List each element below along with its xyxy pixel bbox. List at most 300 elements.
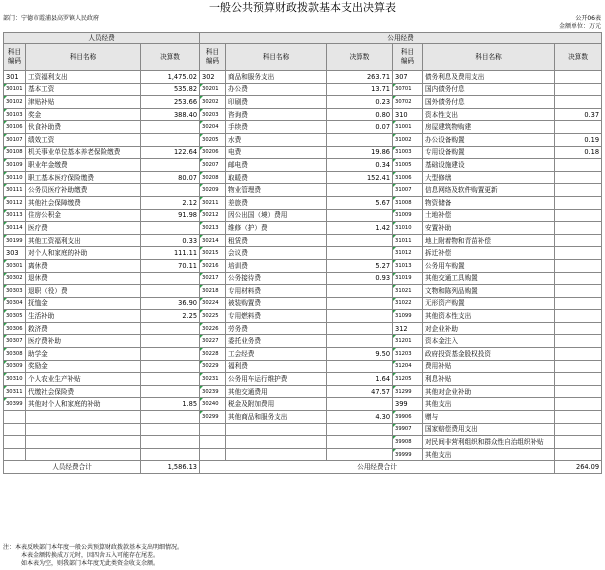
cell-amount xyxy=(141,436,200,449)
cell-name: 职工基本医疗保险缴费 xyxy=(26,171,141,184)
cell-amount xyxy=(141,348,200,361)
cell-amount xyxy=(141,121,200,134)
table-row xyxy=(4,222,602,235)
cell-code: 30304 xyxy=(4,297,26,310)
cell-name: 会议费 xyxy=(226,247,327,260)
cell-code: 30303 xyxy=(4,285,26,298)
cell-name: 代缴社会保险费 xyxy=(26,385,141,398)
col-header-code: 科目 编码 xyxy=(393,44,423,71)
cell-name: 电费 xyxy=(226,146,327,159)
cell-amount xyxy=(141,411,200,424)
cell-name: 退休费 xyxy=(26,272,141,285)
cell-amount: 0.93 xyxy=(327,272,393,285)
table-row xyxy=(4,259,602,272)
cell-name: 公务用车购置 xyxy=(423,259,555,272)
cell-amount: 0.23 xyxy=(327,96,393,109)
cell-name: 拆迁补偿 xyxy=(423,247,555,260)
cell-code: 30225 xyxy=(200,310,226,323)
cell-code: 30229 xyxy=(200,360,226,373)
cell-name: 住房公积金 xyxy=(26,209,141,222)
table-row xyxy=(4,184,602,197)
cell-code: 31003 xyxy=(393,146,423,159)
cell-amount xyxy=(555,285,602,298)
cell-name: 取暖费 xyxy=(226,171,327,184)
cell-code: 30106 xyxy=(4,121,26,134)
cell-amount xyxy=(141,222,200,235)
col-header-amount: 决算数 xyxy=(141,44,200,71)
cell-code: 30208 xyxy=(200,171,226,184)
cell-amount xyxy=(327,423,393,436)
cell-code: 30103 xyxy=(4,108,26,121)
cell-amount xyxy=(141,133,200,146)
table-row xyxy=(4,272,602,285)
footnote-line: 本表金额转换成万元时，因四舍五入可能存在尾差。 xyxy=(21,552,160,559)
cell-code: 30101 xyxy=(4,83,26,96)
cell-amount xyxy=(555,423,602,436)
cell-code: 31005 xyxy=(393,159,423,172)
cell-amount: 13.71 xyxy=(327,83,393,96)
cell-code: 30112 xyxy=(4,196,26,209)
cell-name: 因公出国（境）费用 xyxy=(226,209,327,222)
cell-name: 专用设备购置 xyxy=(423,146,555,159)
cell-amount: 91.98 xyxy=(141,209,200,222)
cell-name: 个人农业生产补贴 xyxy=(26,373,141,386)
cell-code: 30215 xyxy=(200,247,226,260)
cell-name: 安置补助 xyxy=(423,222,555,235)
cell-code: 30199 xyxy=(4,234,26,247)
cell-amount xyxy=(327,398,393,411)
cell-code: 30306 xyxy=(4,322,26,335)
cell-code: 30111 xyxy=(4,184,26,197)
public-total-value: 264.09 xyxy=(555,461,602,474)
col-header-name: 科目名称 xyxy=(423,44,555,71)
cell-amount: 1.85 xyxy=(141,398,200,411)
cell-amount xyxy=(141,373,200,386)
cell-name xyxy=(226,436,327,449)
col-header-code: 科目 编码 xyxy=(200,44,226,71)
cell-amount: 1,475.02 xyxy=(141,71,200,84)
table-row xyxy=(4,310,602,323)
cell-code: 30211 xyxy=(200,196,226,209)
cell-name xyxy=(226,448,327,461)
personnel-total-label: 人员经费合计 xyxy=(4,461,141,474)
cell-code: 39907 xyxy=(393,423,423,436)
col-header-code: 科目 编码 xyxy=(4,44,26,71)
cell-name: 医疗费 xyxy=(26,222,141,235)
cell-amount xyxy=(555,272,602,285)
cell-code: 31013 xyxy=(393,259,423,272)
cell-amount xyxy=(555,322,602,335)
cell-amount: 5.27 xyxy=(327,259,393,272)
cell-code: 30307 xyxy=(4,335,26,348)
cell-code: 30239 xyxy=(200,385,226,398)
cell-code: 30301 xyxy=(4,259,26,272)
cell-amount xyxy=(141,272,200,285)
cell-code: 31205 xyxy=(393,373,423,386)
cell-name: 抚恤金 xyxy=(26,297,141,310)
cell-code: 310 xyxy=(393,108,423,121)
cell-name xyxy=(26,448,141,461)
cell-name: 政府投资基金股权投资 xyxy=(423,348,555,361)
cell-name: 委托业务费 xyxy=(226,335,327,348)
table-row xyxy=(4,297,602,310)
cell-name: 工会经费 xyxy=(226,348,327,361)
cell-amount: 0.19 xyxy=(555,133,602,146)
cell-amount: 388.40 xyxy=(141,108,200,121)
cell-amount xyxy=(555,247,602,260)
cell-amount xyxy=(141,423,200,436)
cell-code: 30207 xyxy=(200,159,226,172)
cell-amount xyxy=(327,322,393,335)
cell-code: 31009 xyxy=(393,209,423,222)
cell-amount xyxy=(141,360,200,373)
cell-code: 30224 xyxy=(200,297,226,310)
cell-code: 30205 xyxy=(200,133,226,146)
cell-code: 399 xyxy=(393,398,423,411)
cell-name: 奖金 xyxy=(26,108,141,121)
cell-code: 30214 xyxy=(200,234,226,247)
cell-amount xyxy=(555,209,602,222)
cell-name: 助学金 xyxy=(26,348,141,361)
cell-name: 水费 xyxy=(226,133,327,146)
cell-code: 31201 xyxy=(393,335,423,348)
cell-name: 税金及附加费用 xyxy=(226,398,327,411)
col-header-amount: 决算数 xyxy=(555,44,602,71)
cell-code: 31299 xyxy=(393,385,423,398)
cell-name xyxy=(26,423,141,436)
cell-amount: 0.07 xyxy=(327,121,393,134)
unit-label: 公开06表 金额单位：万元 xyxy=(558,15,601,30)
cell-amount xyxy=(555,335,602,348)
cell-code: 39999 xyxy=(393,448,423,461)
cell-amount xyxy=(141,335,200,348)
cell-amount xyxy=(327,209,393,222)
cell-name: 无形资产购置 xyxy=(423,297,555,310)
cell-name: 赠与 xyxy=(423,411,555,424)
cell-name: 公务员医疗补助缴费 xyxy=(26,184,141,197)
cell-code: 31008 xyxy=(393,196,423,209)
col-header-name: 科目名称 xyxy=(26,44,141,71)
cell-amount xyxy=(555,373,602,386)
cell-name: 其他对企业补助 xyxy=(423,385,555,398)
cell-code: 31022 xyxy=(393,297,423,310)
cell-code: 31012 xyxy=(393,247,423,260)
cell-amount xyxy=(327,335,393,348)
cell-name: 物业管理费 xyxy=(226,184,327,197)
cell-amount xyxy=(141,322,200,335)
cell-name: 国家赔偿费用支出 xyxy=(423,423,555,436)
cell-amount xyxy=(327,360,393,373)
cell-code: 30203 xyxy=(200,108,226,121)
cell-code: 31099 xyxy=(393,310,423,323)
cell-amount: 0.33 xyxy=(141,234,200,247)
cell-name: 办公费 xyxy=(226,83,327,96)
cell-code: 30114 xyxy=(4,222,26,235)
cell-amount: 152.41 xyxy=(327,171,393,184)
cell-amount xyxy=(555,96,602,109)
cell-name: 离休费 xyxy=(26,259,141,272)
cell-amount: 0.37 xyxy=(555,108,602,121)
cell-amount xyxy=(555,310,602,323)
cell-code: 30311 xyxy=(4,385,26,398)
cell-code: 30108 xyxy=(4,146,26,159)
cell-amount: 1.64 xyxy=(327,373,393,386)
cell-name: 手续费 xyxy=(226,121,327,134)
cell-code: 30212 xyxy=(200,209,226,222)
cell-name: 职业年金缴费 xyxy=(26,159,141,172)
cell-code: 30310 xyxy=(4,373,26,386)
col-header-amount: 决算数 xyxy=(327,44,393,71)
cell-amount xyxy=(141,448,200,461)
cell-name: 被装购置费 xyxy=(226,297,327,310)
cell-code: 31007 xyxy=(393,184,423,197)
public-total-label: 公用经费合计 xyxy=(200,461,555,474)
section-personnel-header: 人员经费 xyxy=(4,33,200,44)
cell-code: 39908 xyxy=(393,436,423,449)
expenditure-table xyxy=(3,32,602,474)
cell-amount xyxy=(555,83,602,96)
cell-amount xyxy=(327,436,393,449)
table-row xyxy=(4,373,602,386)
cell-name: 租赁费 xyxy=(226,234,327,247)
department-label: 部门：宁德市霞浦县高罗镇人民政府 xyxy=(3,15,100,22)
cell-code: 31019 xyxy=(393,272,423,285)
page-title: 一般公共预算财政拨款基本支出决算表 xyxy=(209,1,396,14)
cell-name: 维修（护）费 xyxy=(226,222,327,235)
cell-code xyxy=(200,448,226,461)
cell-name: 医疗费补助 xyxy=(26,335,141,348)
cell-amount xyxy=(555,159,602,172)
table-row xyxy=(4,348,602,361)
table-row xyxy=(4,423,602,436)
table-row xyxy=(4,121,602,134)
cell-amount: 535.82 xyxy=(141,83,200,96)
cell-amount: 122.64 xyxy=(141,146,200,159)
cell-name: 利息补贴 xyxy=(423,373,555,386)
cell-code: 39906 xyxy=(393,411,423,424)
cell-name: 其他商品和服务支出 xyxy=(226,411,327,424)
cell-name: 国内债务付息 xyxy=(423,83,555,96)
cell-code: 31011 xyxy=(393,234,423,247)
table-row xyxy=(4,360,602,373)
cell-code: 303 xyxy=(4,247,26,260)
cell-amount xyxy=(555,171,602,184)
cell-name: 费用补贴 xyxy=(423,360,555,373)
cell-amount: 19.86 xyxy=(327,146,393,159)
cell-code: 30204 xyxy=(200,121,226,134)
cell-code: 307 xyxy=(393,71,423,84)
cell-code: 30227 xyxy=(200,335,226,348)
cell-code: 30299 xyxy=(200,411,226,424)
cell-code: 30217 xyxy=(200,272,226,285)
cell-amount xyxy=(327,133,393,146)
cell-name: 基础设施建设 xyxy=(423,159,555,172)
cell-name: 邮电费 xyxy=(226,159,327,172)
cell-name: 退职（役）费 xyxy=(26,285,141,298)
cell-name: 文物和陈列品购置 xyxy=(423,285,555,298)
cell-name: 救济费 xyxy=(26,322,141,335)
cell-code: 31002 xyxy=(393,133,423,146)
table-row xyxy=(4,322,602,335)
table-row xyxy=(4,71,602,84)
table-row xyxy=(4,234,602,247)
table-row xyxy=(4,385,602,398)
cell-name: 办公设备购置 xyxy=(423,133,555,146)
table-row xyxy=(4,196,602,209)
cell-code xyxy=(200,423,226,436)
cell-name: 地上附着物和青苗补偿 xyxy=(423,234,555,247)
cell-name: 对个人和家庭的补助 xyxy=(26,247,141,260)
cell-name: 奖励金 xyxy=(26,360,141,373)
cell-amount xyxy=(555,411,602,424)
cell-code: 31006 xyxy=(393,171,423,184)
cell-code: 30113 xyxy=(4,209,26,222)
cell-amount xyxy=(555,121,602,134)
table-row xyxy=(4,146,602,159)
footnote-line: 注：本表反映部门本年度一般公共预算财政拨款基本支出明细情况。 xyxy=(3,544,184,551)
cell-code xyxy=(200,436,226,449)
personnel-total-value: 1,586.13 xyxy=(141,461,200,474)
cell-code: 30110 xyxy=(4,171,26,184)
cell-name: 劳务费 xyxy=(226,322,327,335)
cell-amount xyxy=(327,184,393,197)
cell-code: 30109 xyxy=(4,159,26,172)
cell-amount: 36.90 xyxy=(141,297,200,310)
cell-code: 30213 xyxy=(200,222,226,235)
cell-code: 30107 xyxy=(4,133,26,146)
cell-name: 培训费 xyxy=(226,259,327,272)
cell-name: 土地补偿 xyxy=(423,209,555,222)
table-row xyxy=(4,411,602,424)
cell-amount xyxy=(555,436,602,449)
footnotes xyxy=(3,544,183,568)
cell-amount: 9.50 xyxy=(327,348,393,361)
cell-amount xyxy=(555,259,602,272)
table-row xyxy=(4,171,602,184)
cell-name: 基本工资 xyxy=(26,83,141,96)
cell-amount xyxy=(327,247,393,260)
cell-code: 30240 xyxy=(200,398,226,411)
cell-name: 对企业补助 xyxy=(423,322,555,335)
cell-amount: 2.12 xyxy=(141,196,200,209)
cell-name: 房屋建筑物购建 xyxy=(423,121,555,134)
cell-code: 30702 xyxy=(393,96,423,109)
cell-amount xyxy=(327,234,393,247)
totals-row xyxy=(4,461,602,474)
cell-code: 31203 xyxy=(393,348,423,361)
cell-amount xyxy=(141,184,200,197)
cell-code: 30206 xyxy=(200,146,226,159)
cell-amount: 263.71 xyxy=(327,71,393,84)
cell-amount: 0.18 xyxy=(555,146,602,159)
cell-name: 工资福利支出 xyxy=(26,71,141,84)
cell-code: 30226 xyxy=(200,322,226,335)
cell-name: 咨询费 xyxy=(226,108,327,121)
cell-name: 信息网络及软件购置更新 xyxy=(423,184,555,197)
cell-name: 伙食补助费 xyxy=(26,121,141,134)
cell-name: 资本金注入 xyxy=(423,335,555,348)
cell-amount: 253.66 xyxy=(141,96,200,109)
cell-name: 公务用车运行维护费 xyxy=(226,373,327,386)
table-row xyxy=(4,133,602,146)
cell-amount xyxy=(141,385,200,398)
cell-name: 绩效工资 xyxy=(26,133,141,146)
cell-code: 31010 xyxy=(393,222,423,235)
cell-name xyxy=(26,436,141,449)
table-row xyxy=(4,448,602,461)
table-row xyxy=(4,83,602,96)
cell-amount xyxy=(327,297,393,310)
cell-code: 30201 xyxy=(200,83,226,96)
cell-code: 30218 xyxy=(200,285,226,298)
table-row xyxy=(4,285,602,298)
cell-code xyxy=(4,423,26,436)
cell-name: 其他交通费用 xyxy=(226,385,327,398)
cell-code: 312 xyxy=(393,322,423,335)
cell-amount: 0.80 xyxy=(327,108,393,121)
cell-amount xyxy=(555,398,602,411)
cell-amount xyxy=(327,310,393,323)
cell-code: 30309 xyxy=(4,360,26,373)
cell-amount xyxy=(555,234,602,247)
cell-name: 其他支出 xyxy=(423,448,555,461)
cell-amount xyxy=(555,297,602,310)
cell-code: 31204 xyxy=(393,360,423,373)
cell-name xyxy=(26,411,141,424)
cell-name: 福利费 xyxy=(226,360,327,373)
cell-code: 30216 xyxy=(200,259,226,272)
cell-name: 其他工资福利支出 xyxy=(26,234,141,247)
cell-amount xyxy=(141,285,200,298)
cell-name: 商品和服务支出 xyxy=(226,71,327,84)
cell-code xyxy=(4,436,26,449)
cell-code: 30308 xyxy=(4,348,26,361)
table-row xyxy=(4,209,602,222)
cell-name: 债务利息及费用支出 xyxy=(423,71,555,84)
table-row xyxy=(4,247,602,260)
table-row xyxy=(4,436,602,449)
cell-name: 生活补助 xyxy=(26,310,141,323)
cell-amount: 80.07 xyxy=(141,171,200,184)
table-row xyxy=(4,159,602,172)
cell-amount: 111.11 xyxy=(141,247,200,260)
cell-amount: 2.25 xyxy=(141,310,200,323)
cell-name: 资本性支出 xyxy=(423,108,555,121)
cell-amount xyxy=(327,285,393,298)
cell-code: 30228 xyxy=(200,348,226,361)
cell-name: 物资储备 xyxy=(423,196,555,209)
cell-code: 30209 xyxy=(200,184,226,197)
cell-name: 其他社会保障缴费 xyxy=(26,196,141,209)
cell-name: 其他交通工具购置 xyxy=(423,272,555,285)
cell-code: 302 xyxy=(200,71,226,84)
cell-code: 31001 xyxy=(393,121,423,134)
table-row xyxy=(4,335,602,348)
table-row xyxy=(4,398,602,411)
cell-name: 专用燃料费 xyxy=(226,310,327,323)
cell-amount: 0.34 xyxy=(327,159,393,172)
cell-amount: 1.42 xyxy=(327,222,393,235)
cell-name: 大型修缮 xyxy=(423,171,555,184)
cell-amount: 70.11 xyxy=(141,259,200,272)
footnote-line: 如本表为空，则我部门本年度无此类资金收支余额。 xyxy=(21,560,160,567)
cell-code xyxy=(4,448,26,461)
cell-amount xyxy=(555,360,602,373)
col-header-name: 科目名称 xyxy=(226,44,327,71)
table-row xyxy=(4,96,602,109)
cell-name: 国外债务付息 xyxy=(423,96,555,109)
cell-amount xyxy=(141,159,200,172)
